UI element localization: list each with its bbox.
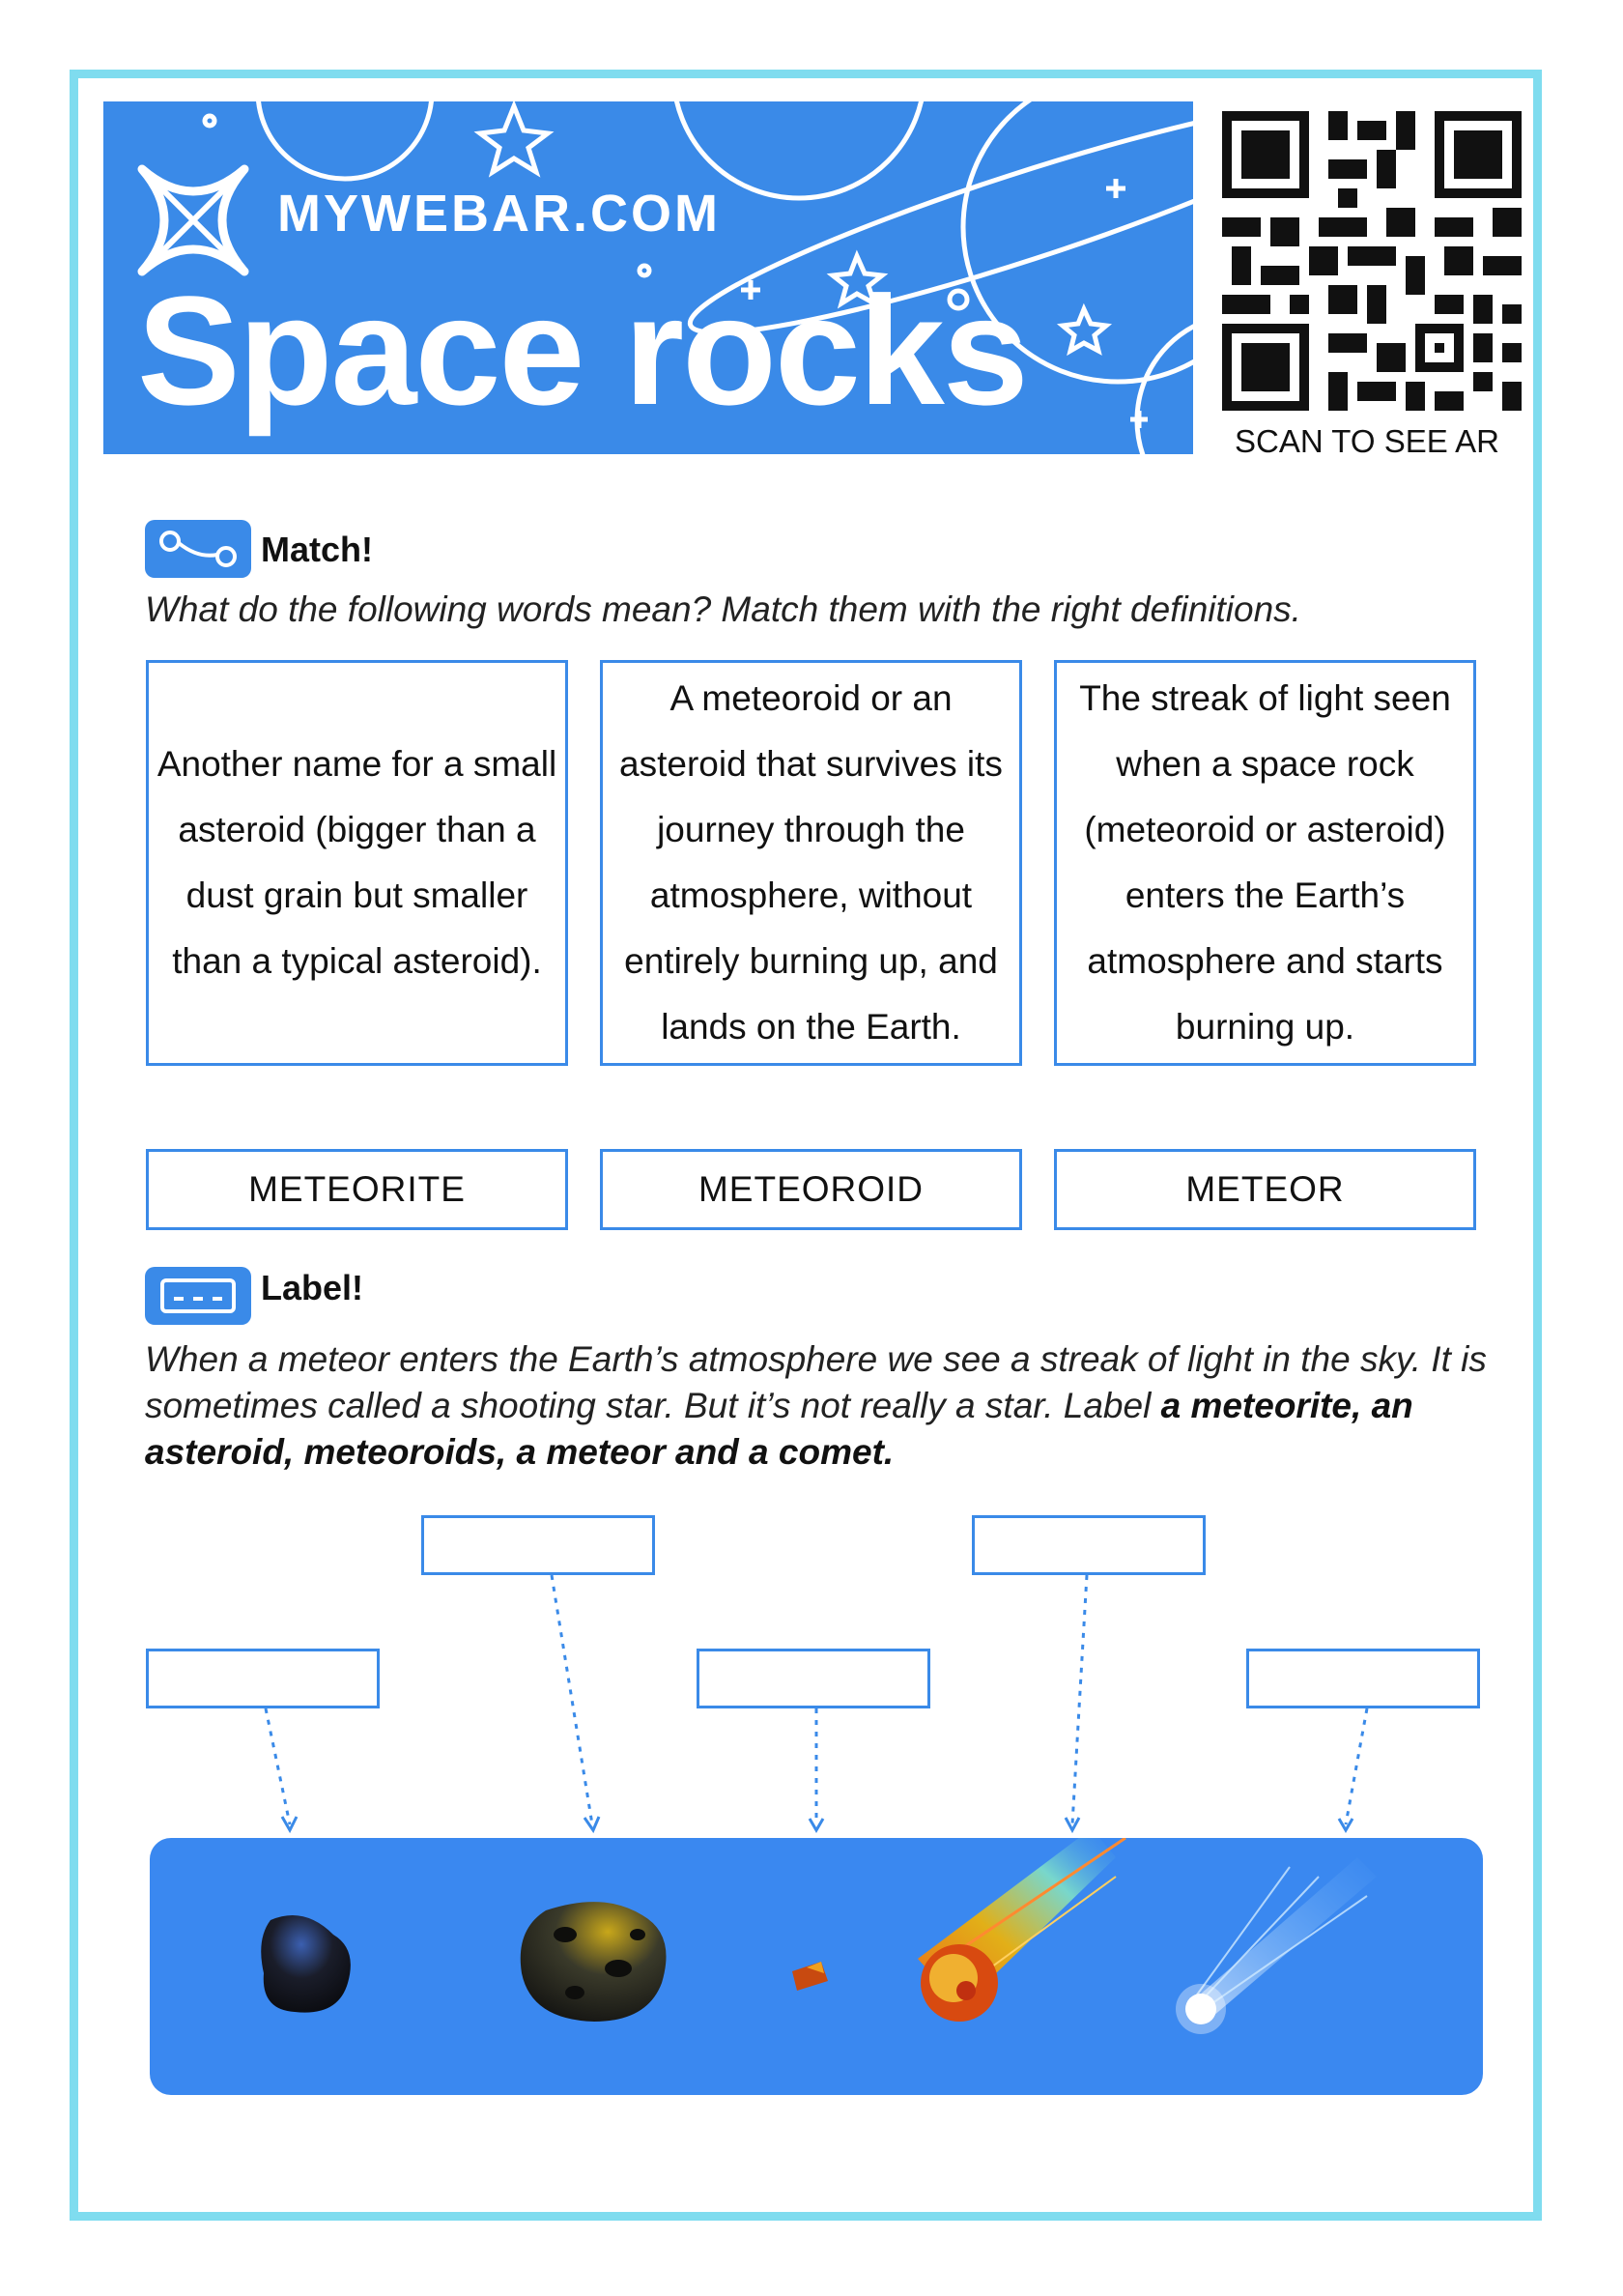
meteorite-rock <box>261 1915 351 2013</box>
label-heading: Label! <box>261 1268 364 1307</box>
label-instruction-bold: a meteorite, an asteroid, meteoroids, a meteor and a comet. <box>145 1386 1413 1472</box>
word-card-meteoroid[interactable]: METEOROID <box>600 1149 1022 1230</box>
label-blank-4[interactable] <box>972 1515 1206 1575</box>
connect-nodes-icon <box>145 520 251 578</box>
meteoroid-fragment <box>792 1962 828 1991</box>
label-blank-1[interactable] <box>146 1649 380 1708</box>
definition-card-1[interactable]: Another name for a small asteroid (bigger than a dust grain but smaller than a typical asteroid). <box>146 660 568 1066</box>
header-banner <box>103 101 1193 454</box>
definition-card-2[interactable]: A meteoroid or an asteroid that survives its journey through the atmosphere, without entirely burning up, and lands on the Earth. <box>600 660 1022 1066</box>
brand-name: MYWEBAR.COM <box>277 185 721 243</box>
meteor-fireball <box>918 1838 1125 2022</box>
word-card-meteorite[interactable]: METEORITE <box>146 1149 568 1230</box>
space-rocks-illustration <box>150 1838 1483 2095</box>
qr-code-icon[interactable] <box>1212 101 1531 420</box>
match-heading: Match! <box>261 530 373 569</box>
label-blank-5[interactable] <box>1246 1649 1480 1708</box>
label-blank-3[interactable] <box>697 1649 930 1708</box>
page-title: Space rocks <box>137 264 1027 437</box>
label-instruction-text: When a meteor enters the Earth’s atmosphere we see a streak of light in the sky. It is sometimes called a shooting star. But it’s not really a star. Label <box>145 1339 1487 1425</box>
match-instruction: What do the following words mean? Match them with the right definitions. <box>145 589 1301 629</box>
label-instruction <box>145 1336 1488 1476</box>
label-box-icon <box>145 1267 251 1325</box>
word-card-meteor[interactable]: METEOR <box>1054 1149 1476 1230</box>
comet <box>1176 1857 1377 2034</box>
qr-caption: SCAN TO SEE AR <box>1235 423 1499 459</box>
label-blank-2[interactable] <box>421 1515 655 1575</box>
asteroid-rock <box>521 1902 667 2022</box>
definition-card-3[interactable]: The streak of light seen when a space rock (meteoroid or asteroid) enters the Earth’s atmosphere and starts burning up. <box>1054 660 1476 1066</box>
